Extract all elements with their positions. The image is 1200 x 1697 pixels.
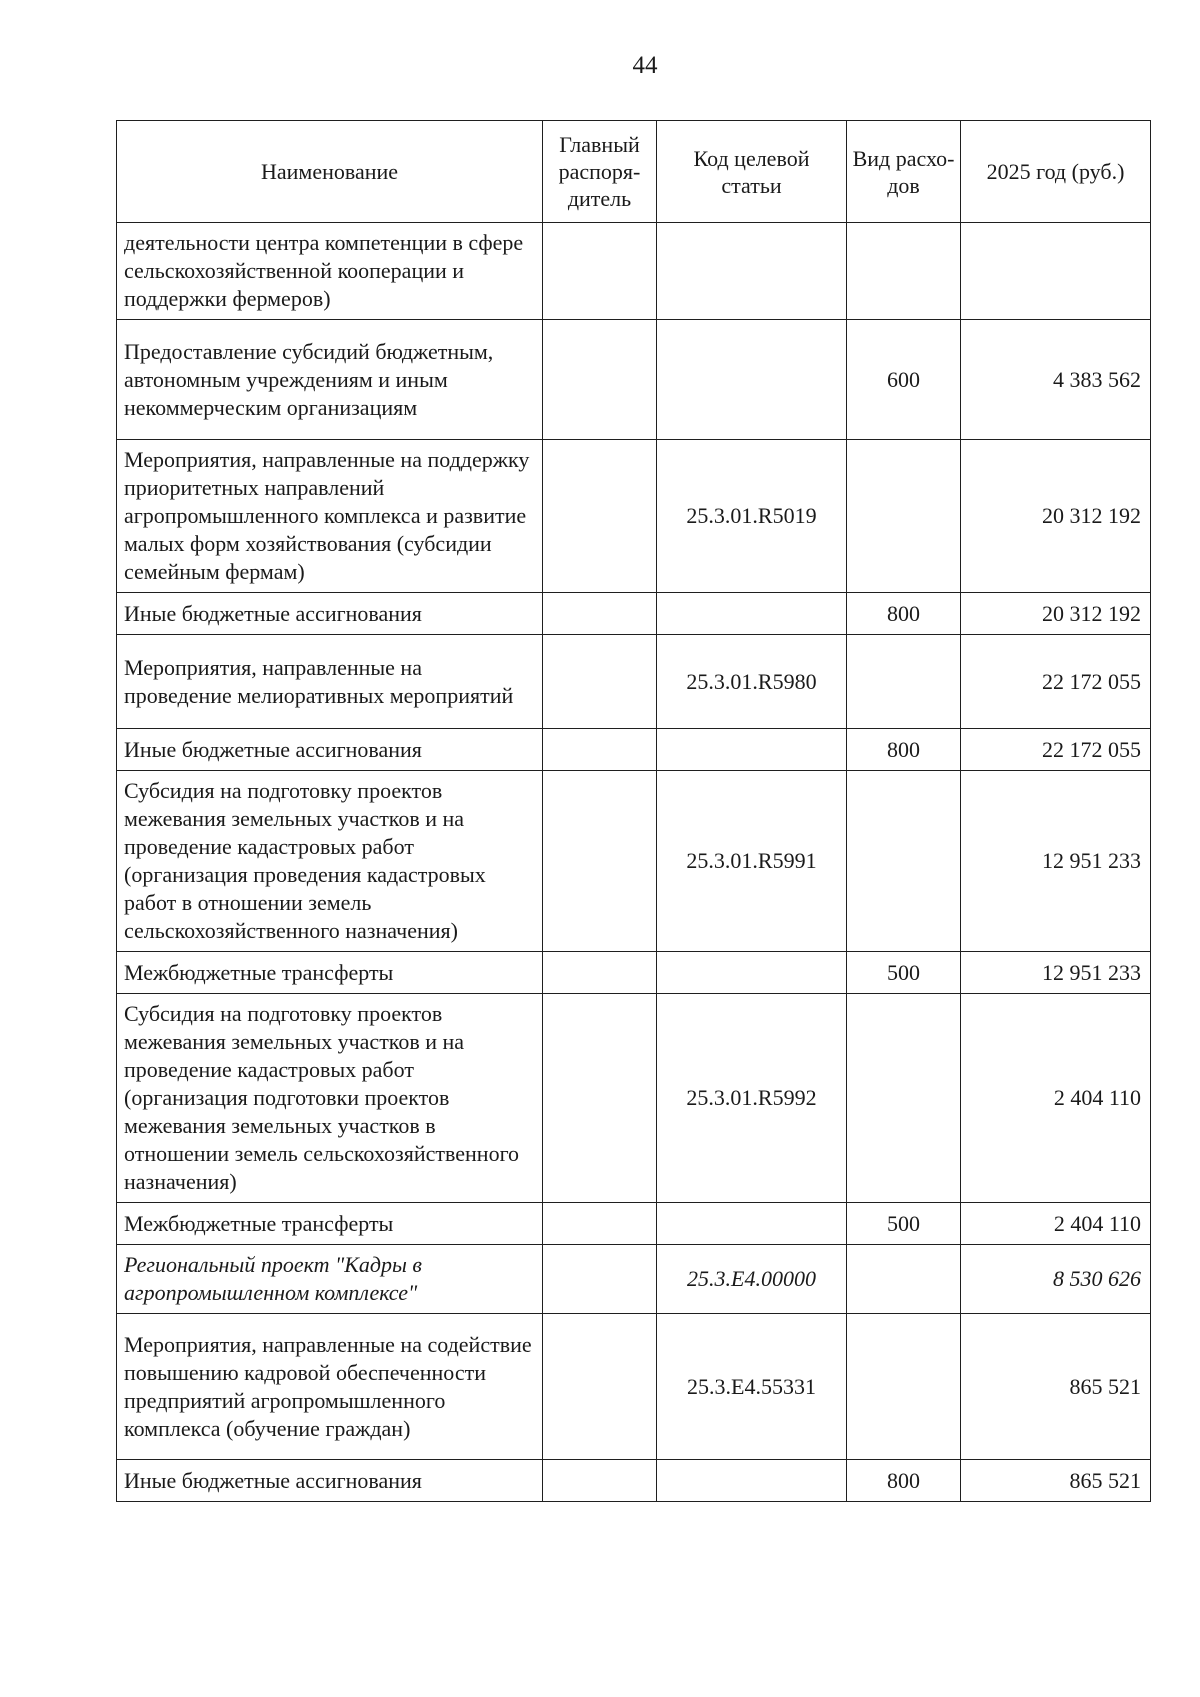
cell-chief-manager: [543, 1245, 657, 1314]
page-number: 44: [632, 52, 658, 79]
table-header-row: [117, 121, 1151, 223]
cell-target-code: [657, 223, 847, 320]
cell-expense-type: [847, 1245, 961, 1314]
table-row: [117, 635, 1151, 729]
cell-chief-manager: [543, 223, 657, 320]
cell-target-code: [657, 1203, 847, 1245]
header-name: Наименование: [117, 121, 543, 223]
cell-name: Мероприятия, направленные на проведение мелиоративных мероприятий: [117, 635, 543, 729]
budget-table: [116, 120, 1151, 1502]
cell-amount: 12 951 233: [961, 771, 1151, 952]
cell-amount: 20 312 192: [961, 440, 1151, 593]
cell-expense-type: 500: [847, 952, 961, 994]
table-row: [117, 223, 1151, 320]
cell-name: Мероприятия, направленные на содействие повышению кадровой обеспеченности предприятий агропромышленного комплекса (обучение граждан): [117, 1314, 543, 1460]
cell-amount: [961, 223, 1151, 320]
cell-expense-type: 800: [847, 593, 961, 635]
cell-chief-manager: [543, 1314, 657, 1460]
cell-expense-type: [847, 223, 961, 320]
cell-name: деятельности центра компетенции в сфере сельскохозяйственной кооперации и поддержки фермеров): [117, 223, 543, 320]
cell-name: Иные бюджетные ассигнования: [117, 593, 543, 635]
cell-target-code: [657, 952, 847, 994]
header-chief-manager: Главный распоря-дитель: [543, 121, 657, 223]
table-row: [117, 320, 1151, 440]
cell-target-code: 25.3.01.R5992: [657, 994, 847, 1203]
table-row: [117, 1203, 1151, 1245]
cell-chief-manager: [543, 1460, 657, 1502]
cell-chief-manager: [543, 952, 657, 994]
table-row: [117, 593, 1151, 635]
cell-expense-type: [847, 1314, 961, 1460]
cell-chief-manager: [543, 729, 657, 771]
table-body: [117, 223, 1151, 1502]
table-row: [117, 994, 1151, 1203]
cell-expense-type: [847, 771, 961, 952]
table-row: [117, 1245, 1151, 1314]
cell-chief-manager: [543, 994, 657, 1203]
table-row: [117, 440, 1151, 593]
cell-amount: 2 404 110: [961, 994, 1151, 1203]
cell-target-code: [657, 729, 847, 771]
cell-target-code: [657, 320, 847, 440]
cell-expense-type: [847, 635, 961, 729]
header-expense-type: Вид расхо-дов: [847, 121, 961, 223]
cell-name: Предоставление субсидий бюджетным, автономным учреждениям и иным некоммерческим организациям: [117, 320, 543, 440]
header-amount-2025: 2025 год (руб.): [961, 121, 1151, 223]
table-row: [117, 1460, 1151, 1502]
cell-expense-type: 500: [847, 1203, 961, 1245]
cell-chief-manager: [543, 1203, 657, 1245]
cell-target-code: 25.3.01.R5019: [657, 440, 847, 593]
cell-amount: 8 530 626: [961, 1245, 1151, 1314]
header-target-code: Код целевой статьи: [657, 121, 847, 223]
table-row: [117, 1314, 1151, 1460]
cell-name: Иные бюджетные ассигнования: [117, 729, 543, 771]
cell-amount: 865 521: [961, 1314, 1151, 1460]
cell-amount: 4 383 562: [961, 320, 1151, 440]
cell-name: Межбюджетные трансферты: [117, 952, 543, 994]
cell-target-code: 25.3.Е4.55331: [657, 1314, 847, 1460]
cell-expense-type: [847, 440, 961, 593]
cell-amount: 22 172 055: [961, 635, 1151, 729]
cell-target-code: 25.3.01.R5991: [657, 771, 847, 952]
cell-target-code: 25.3.01.R5980: [657, 635, 847, 729]
cell-expense-type: 600: [847, 320, 961, 440]
cell-amount: 20 312 192: [961, 593, 1151, 635]
cell-target-code: [657, 593, 847, 635]
cell-target-code: 25.3.Е4.00000: [657, 1245, 847, 1314]
cell-expense-type: 800: [847, 729, 961, 771]
cell-name: Иные бюджетные ассигнования: [117, 1460, 543, 1502]
cell-expense-type: [847, 994, 961, 1203]
table-row: [117, 729, 1151, 771]
cell-chief-manager: [543, 440, 657, 593]
cell-name: Мероприятия, направленные на поддержку приоритетных направлений агропромышленного комплекса и развитие малых форм хозяйствования (субсидии семейным фермам): [117, 440, 543, 593]
cell-name: Региональный проект "Кадры в агропромышленном комплексе": [117, 1245, 543, 1314]
table-row: [117, 952, 1151, 994]
cell-name: Межбюджетные трансферты: [117, 1203, 543, 1245]
cell-amount: 2 404 110: [961, 1203, 1151, 1245]
cell-expense-type: 800: [847, 1460, 961, 1502]
cell-chief-manager: [543, 320, 657, 440]
table-row: [117, 771, 1151, 952]
cell-chief-manager: [543, 771, 657, 952]
cell-chief-manager: [543, 593, 657, 635]
cell-amount: 22 172 055: [961, 729, 1151, 771]
cell-name: Субсидия на подготовку проектов межевания земельных участков и на проведение кадастровых работ (организация подготовки проектов межевания земельных участков в отношении земель сельскохозяйственного назначения): [117, 994, 543, 1203]
cell-amount: 865 521: [961, 1460, 1151, 1502]
table-header: [117, 121, 1151, 223]
cell-amount: 12 951 233: [961, 952, 1151, 994]
cell-target-code: [657, 1460, 847, 1502]
cell-chief-manager: [543, 635, 657, 729]
cell-name: Субсидия на подготовку проектов межевания земельных участков и на проведение кадастровых работ (организация проведения кадастровых работ в отношении земель сельскохозяйственного назначения): [117, 771, 543, 952]
